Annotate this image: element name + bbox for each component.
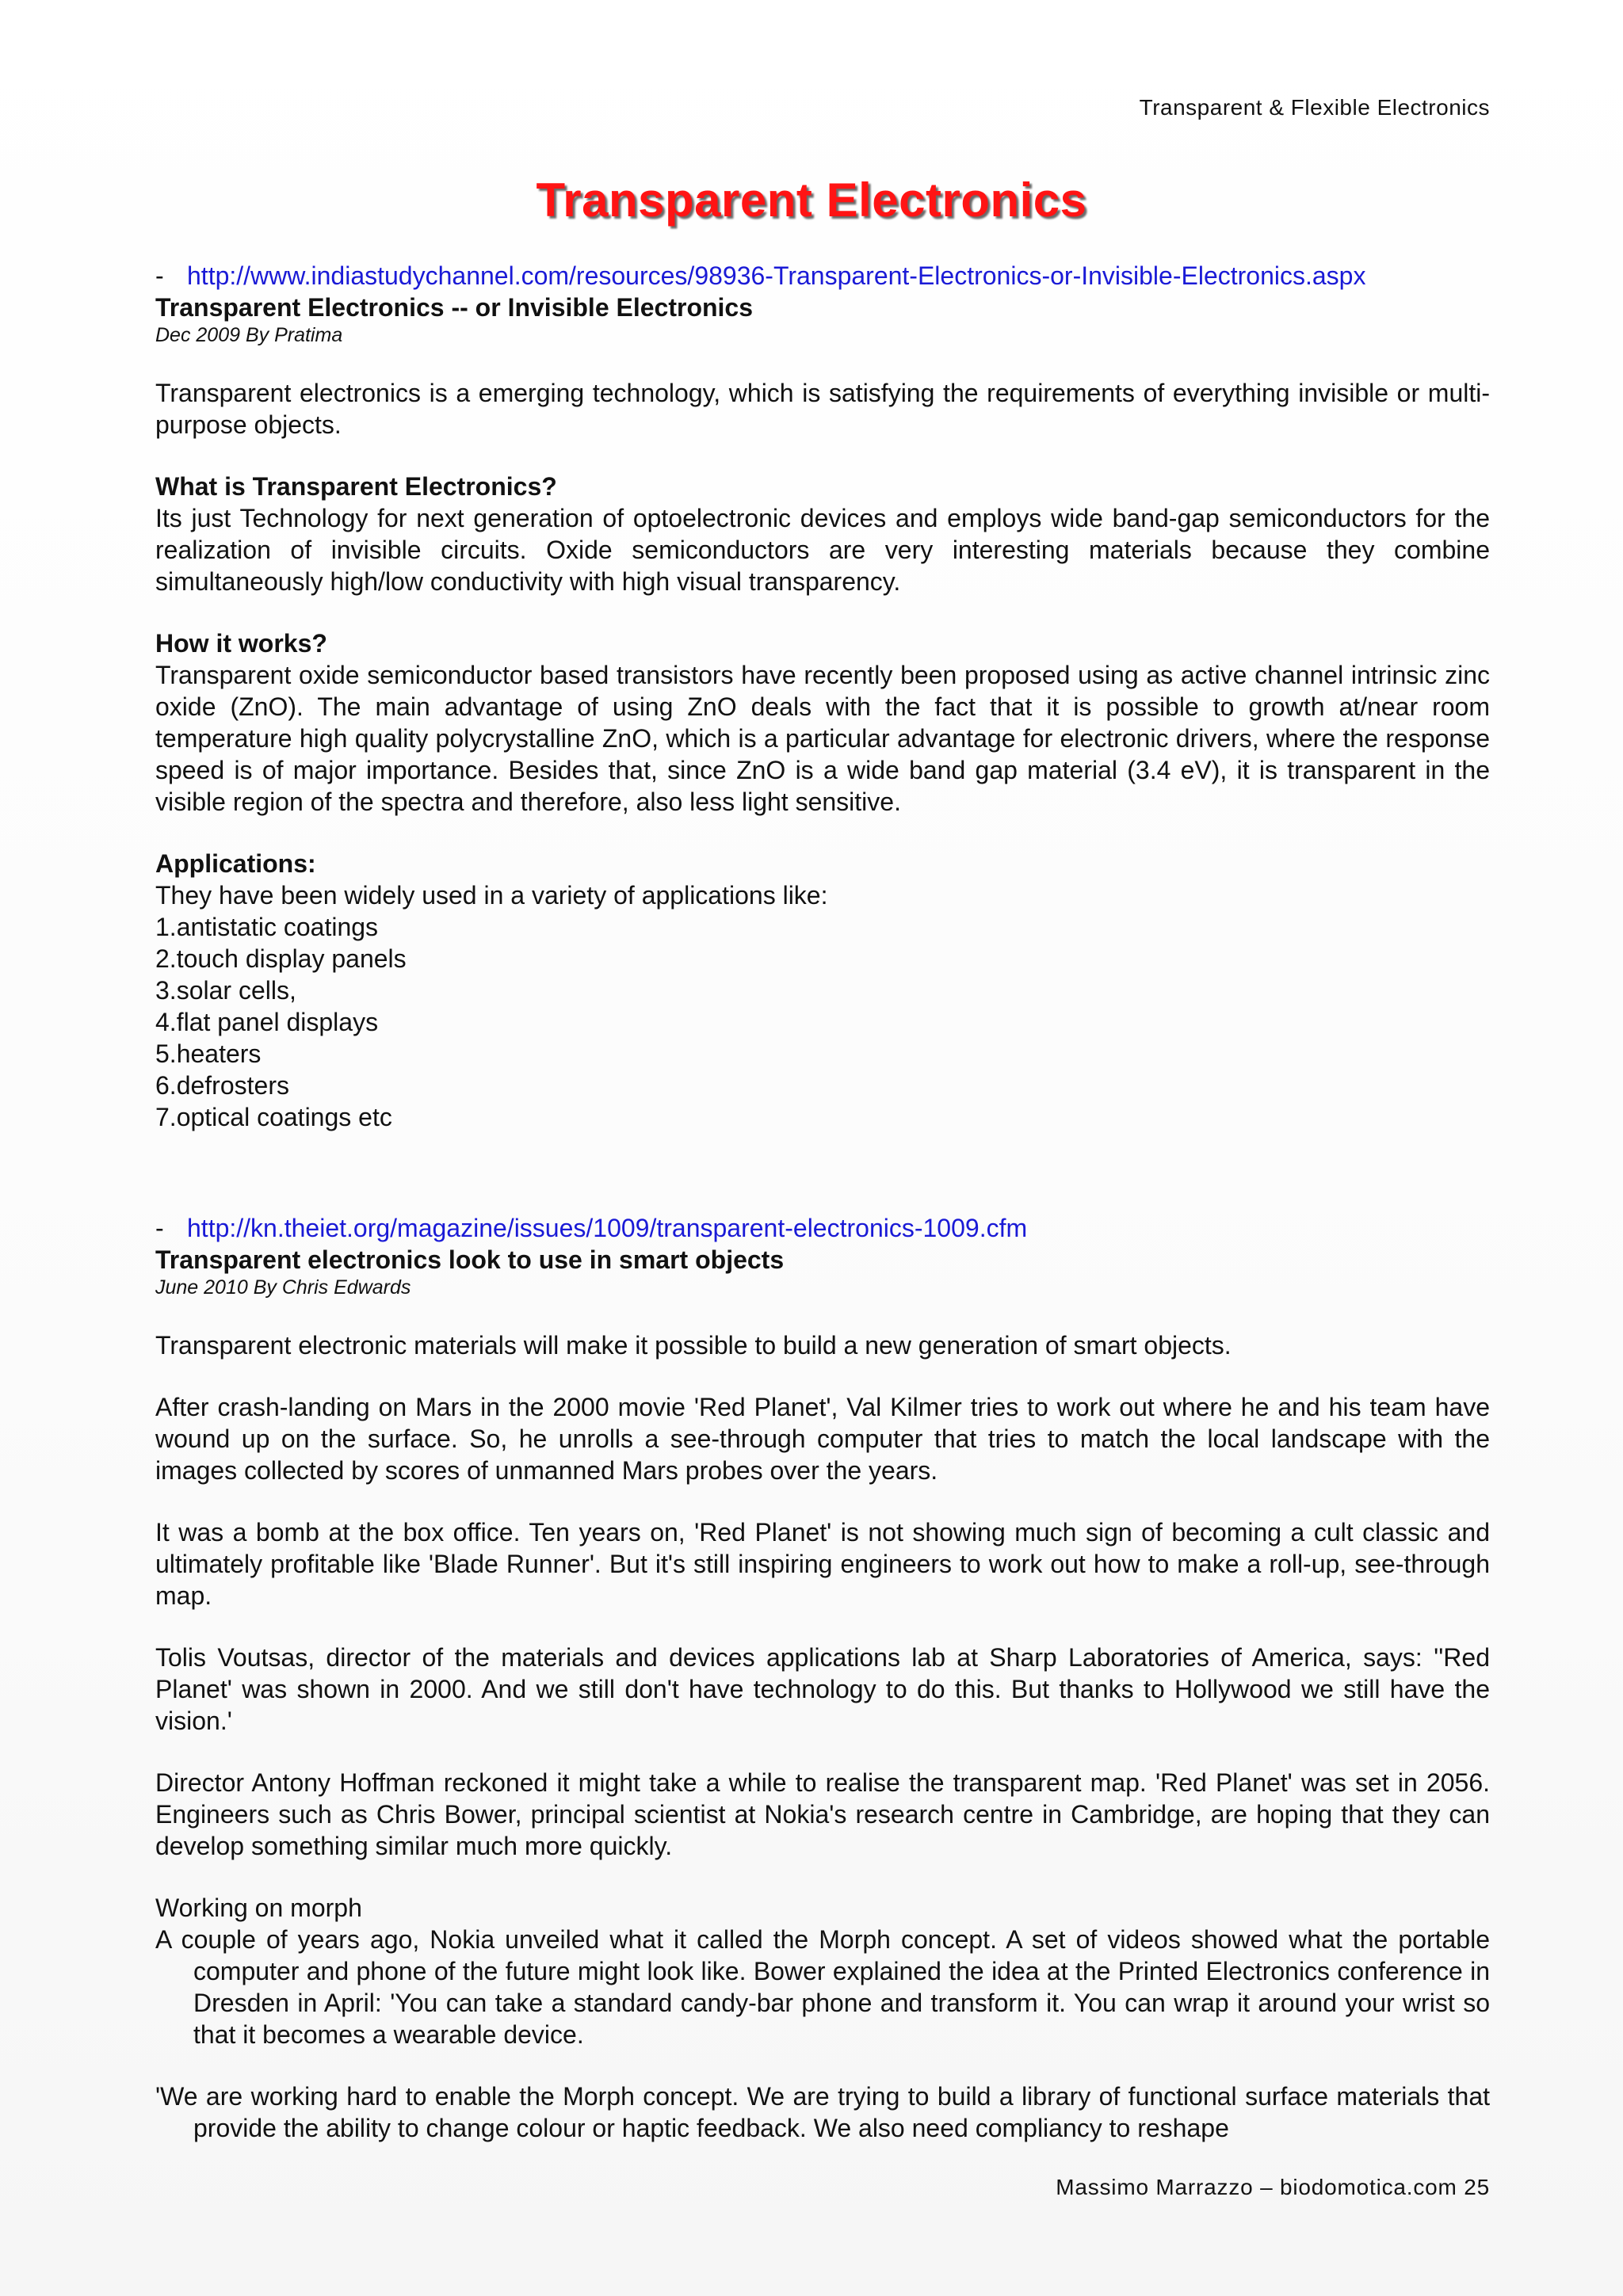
paragraph: Its just Technology for next generation of optoelectronic devices and employs wide band-gap semiconductors for the realization of invisible circuits. Oxide semiconductors are very interesting materials because they combine simultaneously high/low conductivity with high visual transparency. — [155, 504, 1490, 596]
source-link-1[interactable]: http://www.indiastudychannel.com/resources/98936-Transparent-Electronics-or-Invisible-Electronics.aspx — [187, 261, 1366, 290]
source-line-2 — [155, 1212, 1490, 1244]
paragraph: Tolis Voutsas, director of the materials and devices applications lab at Sharp Laboratories of America, says: ''Red Planet' was shown in 2000. And we still don't have technology to do this. But thanks to Hollywood we still have the vision.' — [155, 1643, 1490, 1735]
spacer — [155, 1133, 1490, 1212]
applications-list — [155, 911, 1490, 1133]
article-byline-1: Dec 2009 By Pratima — [155, 324, 343, 346]
source-dash: - — [155, 1214, 164, 1242]
paragraph: Transparent oxide semiconductor based transistors have recently been proposed using as active channel intrinsic zinc oxide (ZnO). The main advantage of using ZnO deals with the fact that it is possible to growth at/near room temperature high quality polycrystalline ZnO, which is a particular advantage for electronic drivers, where the response speed is of major importance. Besides that, since ZnO is a wide band gap material (3.4 eV), it is transparent in the visible region of the spectra and therefore, also less light sensitive. — [155, 661, 1490, 816]
page-title: Transparent Electronics — [536, 174, 1087, 227]
list-item: 6.defrosters — [155, 1071, 289, 1100]
source-line-1 — [155, 260, 1490, 292]
source-dash: - — [155, 261, 164, 290]
paragraph: A couple of years ago, Nokia unveiled what it called the Morph concept. A set of videos showed what the portable computer and phone of the future might look like. Bower explained the idea at the Printed Electronics conference in Dresden in April: 'You can take a standard candy-bar phone and transform it. You can wrap it around your wrist so that it becomes a wearable device. — [155, 1925, 1490, 2049]
subheading-morph: Working on morph — [155, 1894, 362, 1922]
list-item: 4.flat panel displays — [155, 1008, 379, 1036]
article-title-2: Transparent electronics look to use in smart objects — [155, 1245, 785, 1274]
list-item: 1.antistatic coatings — [155, 913, 379, 941]
document-body — [155, 260, 1490, 2144]
list-item: 3.solar cells, — [155, 976, 296, 1005]
page-footer: Massimo Marrazzo – biodomotica.com 25 — [1056, 2175, 1490, 2199]
paragraph: 'We are working hard to enable the Morph concept. We are trying to build a library of functional surface materials that provide the ability to change colour or haptic feedback. We also need compliancy to reshape — [155, 2082, 1490, 2142]
list-item: 7.optical coatings etc — [155, 1103, 392, 1131]
section-heading-applications: Applications: — [155, 849, 316, 878]
paragraph: They have been widely used in a variety of applications like: — [155, 881, 828, 910]
running-header: Transparent & Flexible Electronics — [1139, 95, 1490, 120]
list-item: 5.heaters — [155, 1039, 262, 1068]
source-link-2[interactable]: http://kn.theiet.org/magazine/issues/1009/transparent-electronics-1009.cfm — [187, 1214, 1028, 1242]
paragraph: Transparent electronics is a emerging technology, which is satisfying the requirements of everything invisible or multi-purpose objects. — [155, 379, 1490, 439]
section-heading-how: How it works? — [155, 629, 327, 658]
paragraph: After crash-landing on Mars in the 2000 movie 'Red Planet', Val Kilmer tries to work out where he and his team have wound up on the surface. So, he unrolls a see-through computer that tries to match the local landscape with the images collected by scores of unmanned Mars probes over the years. — [155, 1393, 1490, 1485]
paragraph: Director Antony Hoffman reckoned it might take a while to realise the transparent map. 'Red Planet' was set in 2056. Engineers such as Chris Bower, principal scientist at Nokia's research centre in Cambridge, are hoping that they can develop something similar much more quickly. — [155, 1768, 1490, 1860]
list-item: 2.touch display panels — [155, 944, 407, 973]
article-title-1: Transparent Electronics -- or Invisible Electronics — [155, 293, 754, 322]
section-heading-what: What is Transparent Electronics? — [155, 472, 557, 501]
paragraph: It was a bomb at the box office. Ten years on, 'Red Planet' is not showing much sign of becoming a cult classic and ultimately profitable like 'Blade Runner'. But it's still inspiring engineers to work out how to make a roll-up, see-through map. — [155, 1518, 1490, 1610]
article-byline-2: June 2010 By Chris Edwards — [155, 1276, 411, 1299]
paragraph: Transparent electronic materials will make it possible to build a new generation of smart objects. — [155, 1331, 1232, 1360]
